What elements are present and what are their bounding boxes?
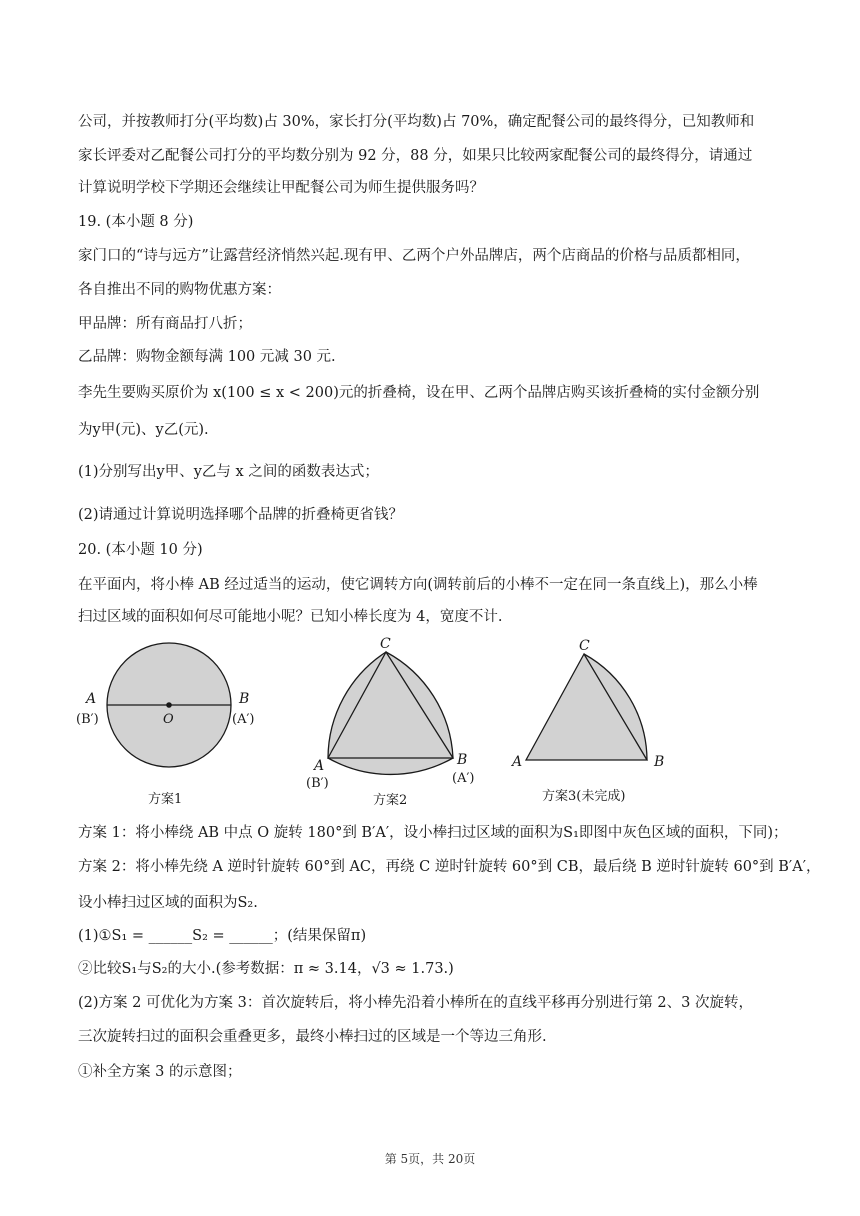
text-line: 设小棒扫过区域的面积为S₂.	[78, 895, 258, 911]
label-a: A	[512, 754, 523, 770]
text-line: ①补全方案 3 的示意图；	[78, 1064, 242, 1080]
text-line: 乙品牌：购物金额每满 100 元减 30 元.	[78, 349, 336, 365]
text-line: 三次旋转扫过的面积会重叠更多，最终小棒扫过的区域是一个等边三角形.	[78, 1029, 547, 1045]
shaded-region	[526, 654, 647, 760]
text-line: 甲品牌：所有商品打八折；	[78, 316, 252, 332]
question-20-header: 20. (本小题 10 分)	[78, 542, 203, 558]
text-line: (2)方案 2 可优化为方案 3：首次旋转后，将小棒先沿着小棒所在的直线平移再分别进行第 2、3 次旋转，	[78, 995, 753, 1011]
label-c: C	[380, 636, 391, 652]
label-a: A	[86, 691, 97, 707]
label-b: B	[457, 752, 468, 768]
center-point	[166, 702, 172, 708]
text-line: (1)①S₁ = ______S₂ = ______；(结果保留π)	[78, 928, 367, 944]
page-footer: 第 5页，共 20页	[384, 1152, 476, 1166]
text-line: 家门口的“诗与远方”让露营经济悄然兴起.现有甲、乙两个户外品牌店，两个店商品的价格与品质都相同，	[78, 248, 750, 264]
caption-plan-2: 方案2	[373, 793, 408, 808]
text-line: 计算说明学校下学期还会继续让甲配餐公司为师生提供服务吗？	[78, 180, 484, 196]
label-b: B	[239, 691, 250, 707]
text-line: (1)分别写出y甲、y乙与 x 之间的函数表达式；	[78, 464, 379, 480]
label-b: B	[654, 754, 665, 770]
text-line: 方案 1：将小棒绕 AB 中点 O 旋转 180°到 B′A′，设小棒扫过区域的面积为S₁即图中灰色区域的面积，下同)；	[78, 825, 788, 841]
text-line: 各自推出不同的购物优惠方案：	[78, 282, 281, 298]
caption-plan-3: 方案3(未完成)	[542, 789, 626, 804]
figure-plan-3	[506, 634, 696, 809]
figure-plan-2	[300, 632, 495, 812]
label-a-prime: (A′)	[452, 771, 475, 786]
text-line: 为y甲(元)、y乙(元).	[78, 422, 209, 438]
label-a: A	[314, 758, 325, 774]
document-page	[76, 0, 821, 1216]
text-line: 扫过区域的面积如何尽可能地小呢？已知小棒长度为 4，宽度不计.	[78, 609, 503, 625]
text-line: ②比较S₁与S₂的大小.(参考数据：π ≈ 3.14，√3 ≈ 1.73.)	[78, 961, 454, 977]
label-b-prime: (B′)	[306, 776, 329, 791]
reuleaux-region	[328, 652, 453, 774]
text-line: 家长评委对乙配餐公司打分的平均数分别为 92 分，88 分，如果只比较两家配餐公司的最终得分，请通过	[78, 148, 753, 164]
label-b-prime: (B′)	[76, 712, 99, 727]
text-line: 在平面内，将小棒 AB 经过适当的运动，使它调转方向(调转前后的小棒不一定在同一条直线上)，那么小棒	[78, 577, 758, 593]
question-19-header: 19. (本小题 8 分)	[78, 214, 194, 230]
text-line: 李先生要购买原价为 x(100 ≤ x < 200)元的折叠椅，设在甲、乙两个品牌店购买该折叠椅的实付金额分别	[78, 385, 760, 401]
figure-plan-1	[74, 638, 264, 813]
text-line: 公司，并按教师打分(平均数)占 30%，家长打分(平均数)占 70%，确定配餐公司的最终得分，已知教师和	[78, 114, 755, 130]
caption-plan-1: 方案1	[148, 792, 183, 807]
label-a-prime: (A′)	[232, 712, 255, 727]
text-line: 方案 2：将小棒先绕 A 逆时针旋转 60°到 AC，再绕 C 逆时针旋转 60°到 CB，最后绕 B 逆时针旋转 60°到 B′A′，	[78, 859, 821, 875]
label-o: O	[163, 712, 174, 727]
text-line: (2)请通过计算说明选择哪个品牌的折叠椅更省钱？	[78, 507, 404, 523]
label-c: C	[579, 638, 590, 654]
